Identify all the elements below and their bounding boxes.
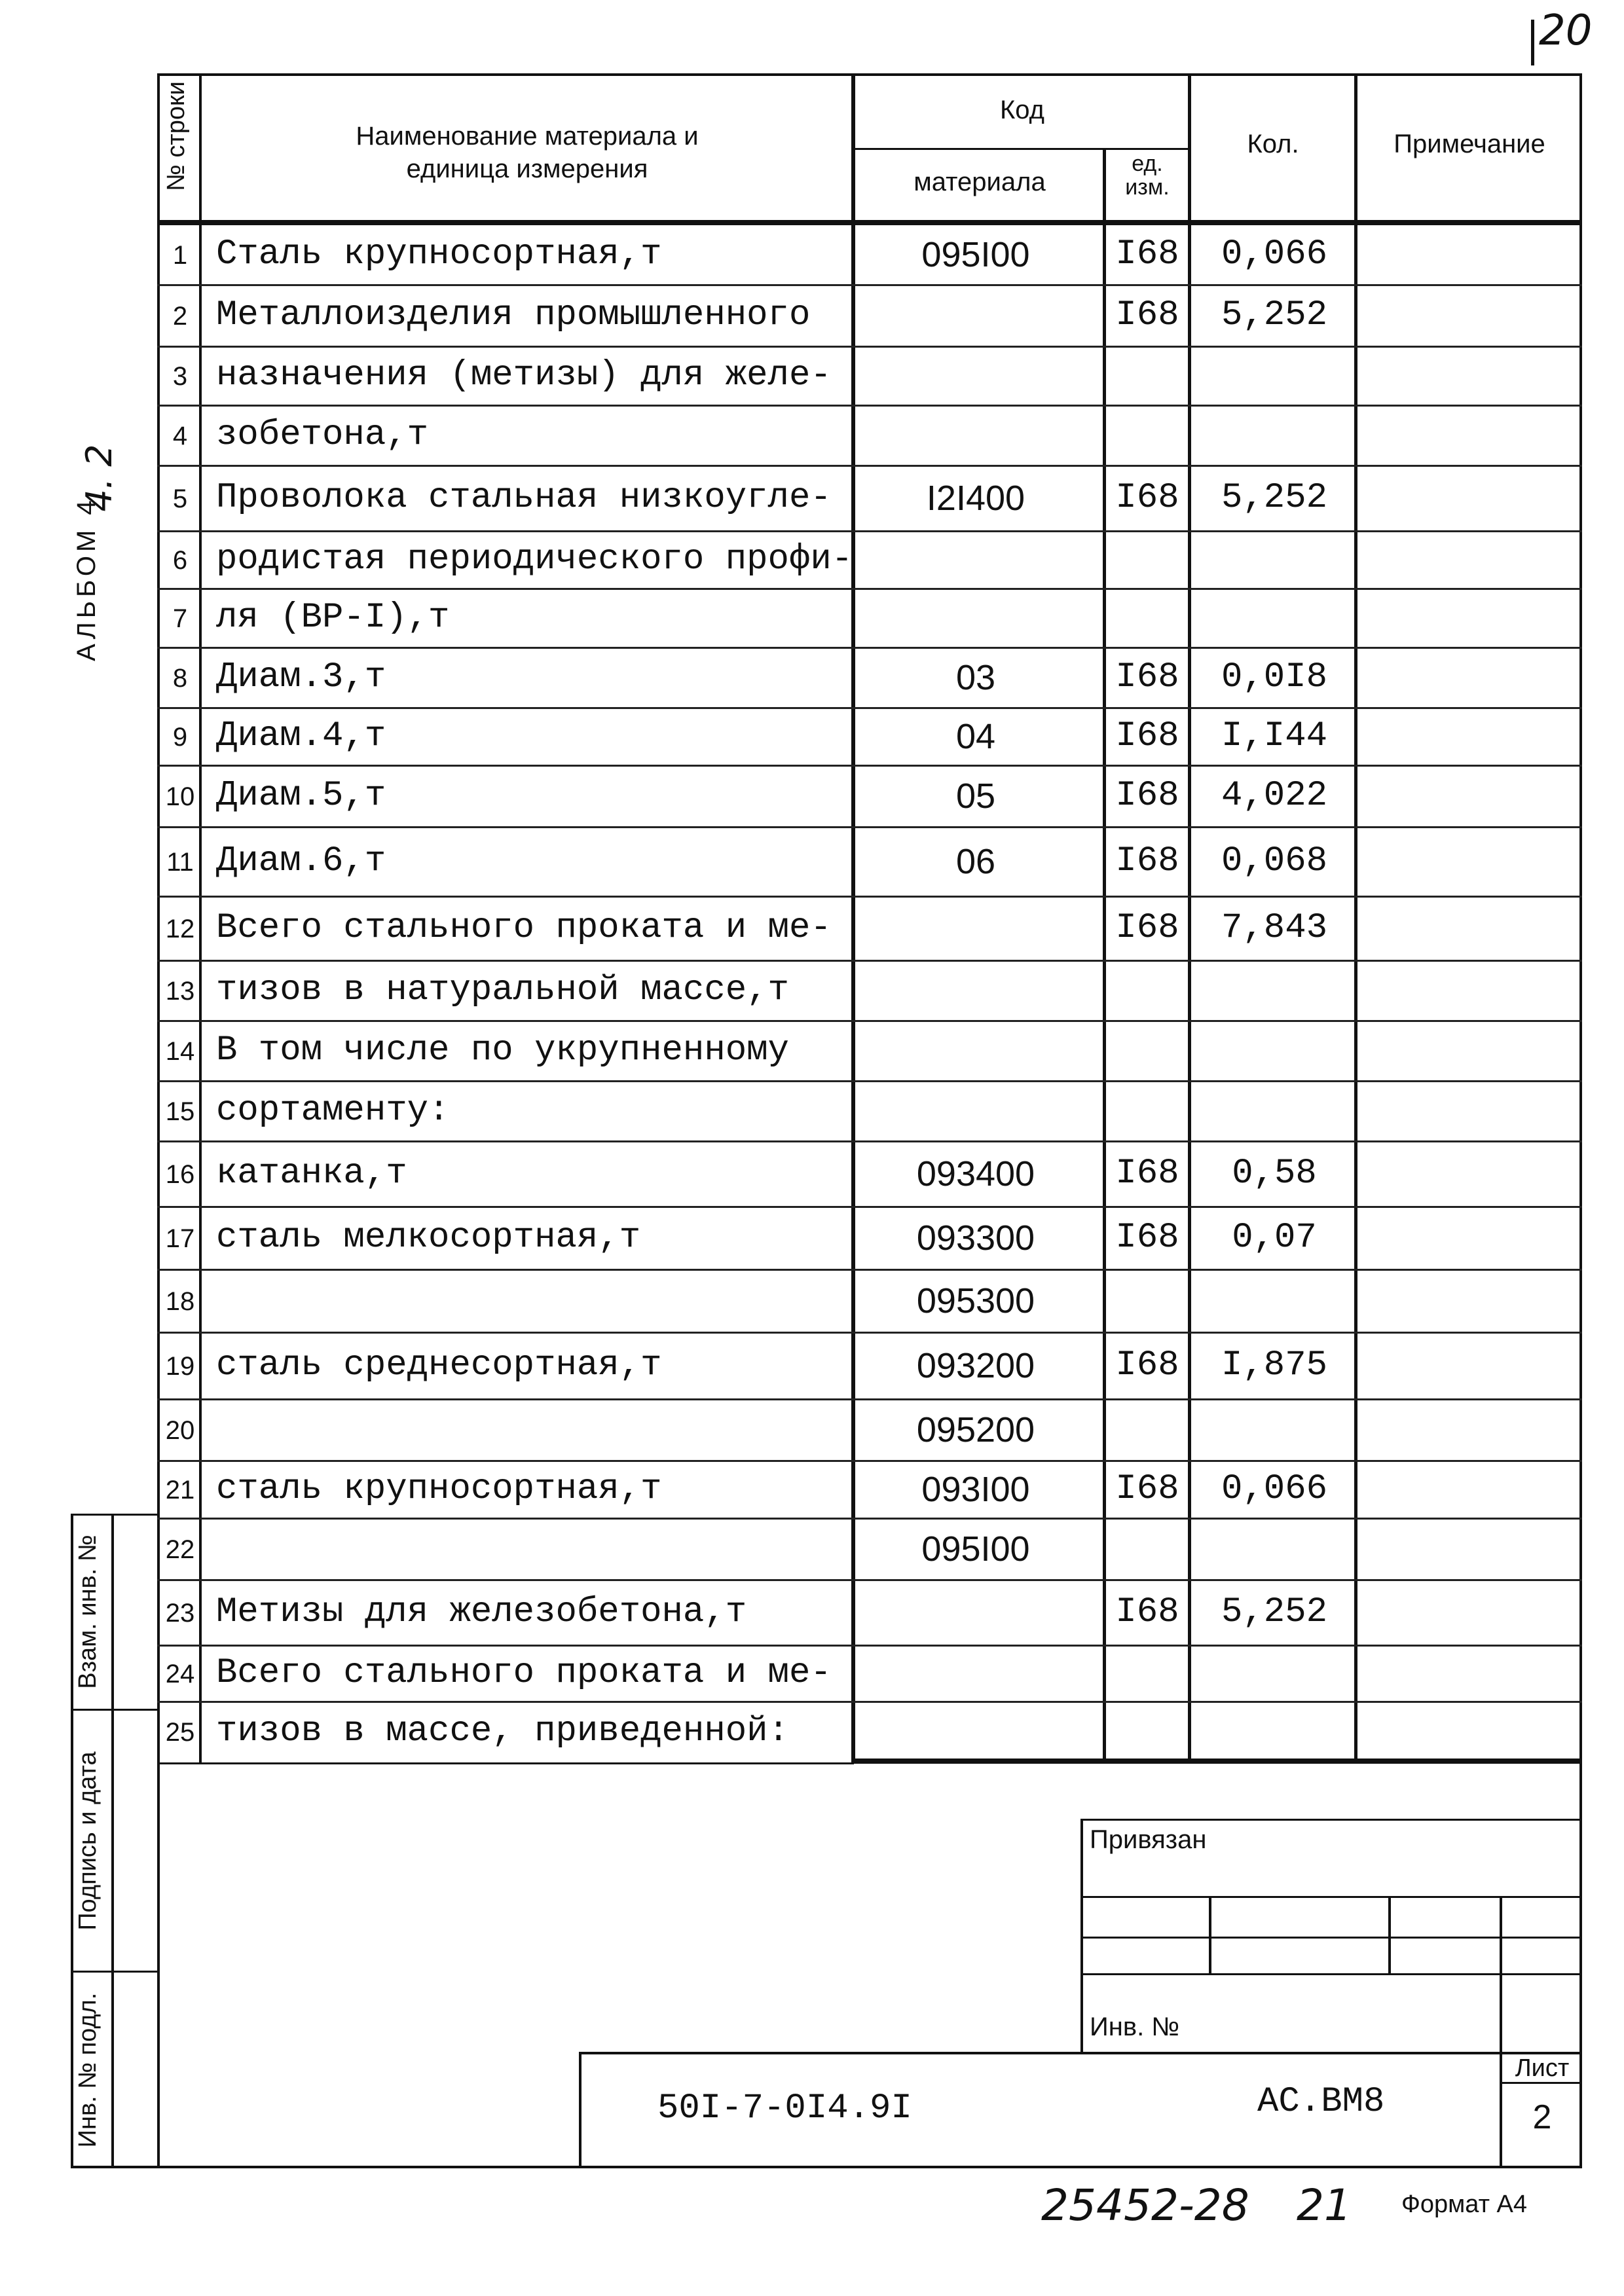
material-name: Всего стального проката и ме- [216, 1653, 832, 1693]
row-number: 1 [172, 241, 188, 270]
row-number: 18 [165, 1287, 195, 1316]
stamp-sheet-label: Лист [1515, 2054, 1570, 2082]
row-divider [157, 1080, 1582, 1082]
row-divider [157, 1332, 1582, 1334]
label-podpis-data: Подпись и дата [74, 1751, 101, 1931]
quantity: I,875 [1221, 1345, 1328, 1385]
material-name: Диам.6,т [216, 841, 386, 881]
material-code: 04 [955, 717, 996, 756]
material-code: I2I400 [926, 479, 1025, 518]
row-divider [157, 465, 1582, 467]
footer-format: Формат А4 [1401, 2191, 1528, 2218]
header-code-material: материала [913, 168, 1046, 196]
header-note: Примечание [1393, 130, 1545, 158]
stamp-sheet-no: 2 [1532, 2098, 1552, 2136]
quantity: 0,58 [1232, 1154, 1317, 1194]
material-name: сортаменту: [216, 1091, 450, 1131]
album-label: АЛЬБОМ 4 [72, 496, 101, 661]
unit-code: I68 [1115, 295, 1179, 335]
material-code: 095I00 [921, 1529, 1030, 1569]
material-name: катанка,т [216, 1154, 407, 1194]
unit-code: I68 [1115, 1469, 1179, 1509]
material-name: Всего стального проката и ме- [216, 908, 832, 948]
material-code: 095300 [916, 1281, 1035, 1321]
row-number: 8 [172, 664, 188, 693]
material-name: ля (ВР-I),т [216, 598, 450, 638]
stamp-inv-no: Инв. № [1090, 2013, 1180, 2041]
album-handwritten: 4. 2 [79, 444, 120, 512]
material-name: родистая периодического профи- [216, 539, 853, 579]
material-code: 03 [955, 658, 996, 697]
row-divider [157, 284, 1582, 286]
unit-code: I68 [1115, 1592, 1179, 1632]
quantity: 5,252 [1221, 478, 1328, 518]
row-divider [157, 1701, 1582, 1703]
row-number: 5 [172, 484, 188, 513]
row-divider [157, 405, 1582, 407]
footer-hand-page: 21 [1297, 2180, 1352, 2231]
row-divider [157, 1645, 1582, 1647]
material-name: сталь мелкосортная,т [216, 1218, 641, 1258]
quantity: 0,066 [1221, 1469, 1328, 1509]
quantity: 7,843 [1221, 908, 1328, 948]
row-divider [157, 826, 1582, 828]
quantity: 0,07 [1232, 1218, 1317, 1258]
row-number: 7 [172, 604, 188, 633]
row-number: 10 [165, 782, 195, 811]
header-name-line2: единица измерения [406, 155, 648, 183]
row-divider [157, 765, 1582, 767]
material-name: Диам.4,т [216, 716, 386, 756]
row-divider [157, 960, 1582, 962]
stamp-doc-code: 50I-7-0I4.9I [657, 2088, 912, 2128]
header-code: Код [999, 96, 1044, 124]
row-divider [157, 1020, 1582, 1022]
material-name: назначения (метизы) для желе- [216, 355, 832, 395]
material-code: 093300 [916, 1218, 1035, 1258]
row-number: 6 [172, 546, 188, 575]
row-number: 2 [172, 302, 188, 331]
header-qty: Кол. [1247, 130, 1299, 158]
material-name: сталь крупносортная,т [216, 1469, 662, 1509]
row-divider [157, 1460, 1582, 1462]
row-divider [157, 1518, 1582, 1520]
material-name: Метизы для железобетона,т [216, 1592, 747, 1632]
row-divider [157, 707, 1582, 709]
material-name: тизов в натуральной массе,т [216, 970, 789, 1010]
row-number: 21 [165, 1476, 195, 1504]
row-divider [157, 1206, 1582, 1208]
row-divider [157, 1269, 1582, 1271]
row-divider [157, 896, 1582, 898]
material-name: Диам.3,т [216, 657, 386, 697]
quantity: 5,252 [1221, 1592, 1328, 1632]
material-name: Проволока стальная низкоугле- [216, 478, 832, 518]
row-number: 16 [165, 1160, 195, 1189]
stamp-doc-mark: АС.ВМ8 [1257, 2082, 1385, 2122]
row-number: 19 [165, 1352, 195, 1381]
row-number: 20 [165, 1416, 195, 1445]
quantity: I,I44 [1221, 716, 1328, 756]
row-number: 12 [165, 915, 195, 943]
row-number: 9 [172, 723, 188, 752]
unit-code: I68 [1115, 716, 1179, 756]
row-number: 14 [165, 1037, 195, 1066]
unit-code: I68 [1115, 908, 1179, 948]
row-number: 3 [172, 362, 188, 391]
row-number: 11 [166, 848, 194, 877]
stamp-privyazan: Привязан [1090, 1825, 1207, 1854]
header-code-unit: ед. изм. [1125, 151, 1170, 200]
material-code: 095200 [916, 1410, 1035, 1449]
material-name: В том числе по укрупненному [216, 1030, 789, 1070]
quantity: 0,068 [1221, 841, 1328, 881]
quantity: 0,0I8 [1221, 657, 1328, 697]
material-name: тизов в массе, приведенной: [216, 1711, 789, 1751]
row-number: 15 [165, 1097, 195, 1126]
material-code: 093I00 [921, 1470, 1030, 1509]
unit-code: I68 [1115, 1154, 1179, 1194]
unit-code: I68 [1115, 841, 1179, 881]
footer-hand-number: 25452-28 [1041, 2180, 1249, 2231]
row-number: 24 [165, 1660, 195, 1688]
quantity: 0,066 [1221, 234, 1328, 274]
row-divider [157, 530, 1582, 532]
row-number: 23 [165, 1599, 195, 1628]
row-number: 17 [165, 1224, 195, 1253]
row-divider [157, 1140, 1582, 1142]
header-row-no: № строки [162, 81, 190, 191]
material-code: 095I00 [921, 235, 1030, 274]
material-name: Металлоизделия промышленного [216, 295, 811, 335]
unit-code: I68 [1115, 1218, 1179, 1258]
page-mark: 20 [1539, 7, 1593, 55]
quantity: 5,252 [1221, 295, 1328, 335]
row-divider [157, 1579, 1582, 1581]
header-name-line1: Наименование материала и [356, 122, 699, 151]
unit-code: I68 [1115, 234, 1179, 274]
material-code: 093200 [916, 1346, 1035, 1385]
row-divider [157, 346, 1582, 348]
label-inv-podl: Инв. № подл. [74, 1992, 101, 2148]
label-vzam-inv: Взам. инв. № [74, 1535, 101, 1689]
row-divider [157, 588, 1582, 590]
unit-code: I68 [1115, 657, 1179, 697]
quantity: 4,022 [1221, 776, 1328, 816]
material-name: сталь среднесортная,т [216, 1345, 662, 1385]
unit-code: I68 [1115, 478, 1179, 518]
unit-code: I68 [1115, 776, 1179, 816]
unit-code: I68 [1115, 1345, 1179, 1385]
page-mark-bar [1531, 20, 1534, 65]
material-name: зобетона,т [216, 415, 429, 455]
material-name: Сталь крупносортная,т [216, 234, 662, 274]
row-divider [157, 1398, 1582, 1400]
row-number: 22 [165, 1535, 195, 1564]
material-name: Диам.5,т [216, 776, 386, 816]
material-code: 06 [955, 842, 996, 881]
material-code: 05 [955, 776, 996, 816]
row-divider [157, 647, 1582, 649]
material-code: 093400 [916, 1154, 1035, 1194]
row-number: 13 [165, 977, 195, 1006]
row-number: 4 [172, 422, 188, 450]
row-number: 25 [165, 1718, 195, 1747]
